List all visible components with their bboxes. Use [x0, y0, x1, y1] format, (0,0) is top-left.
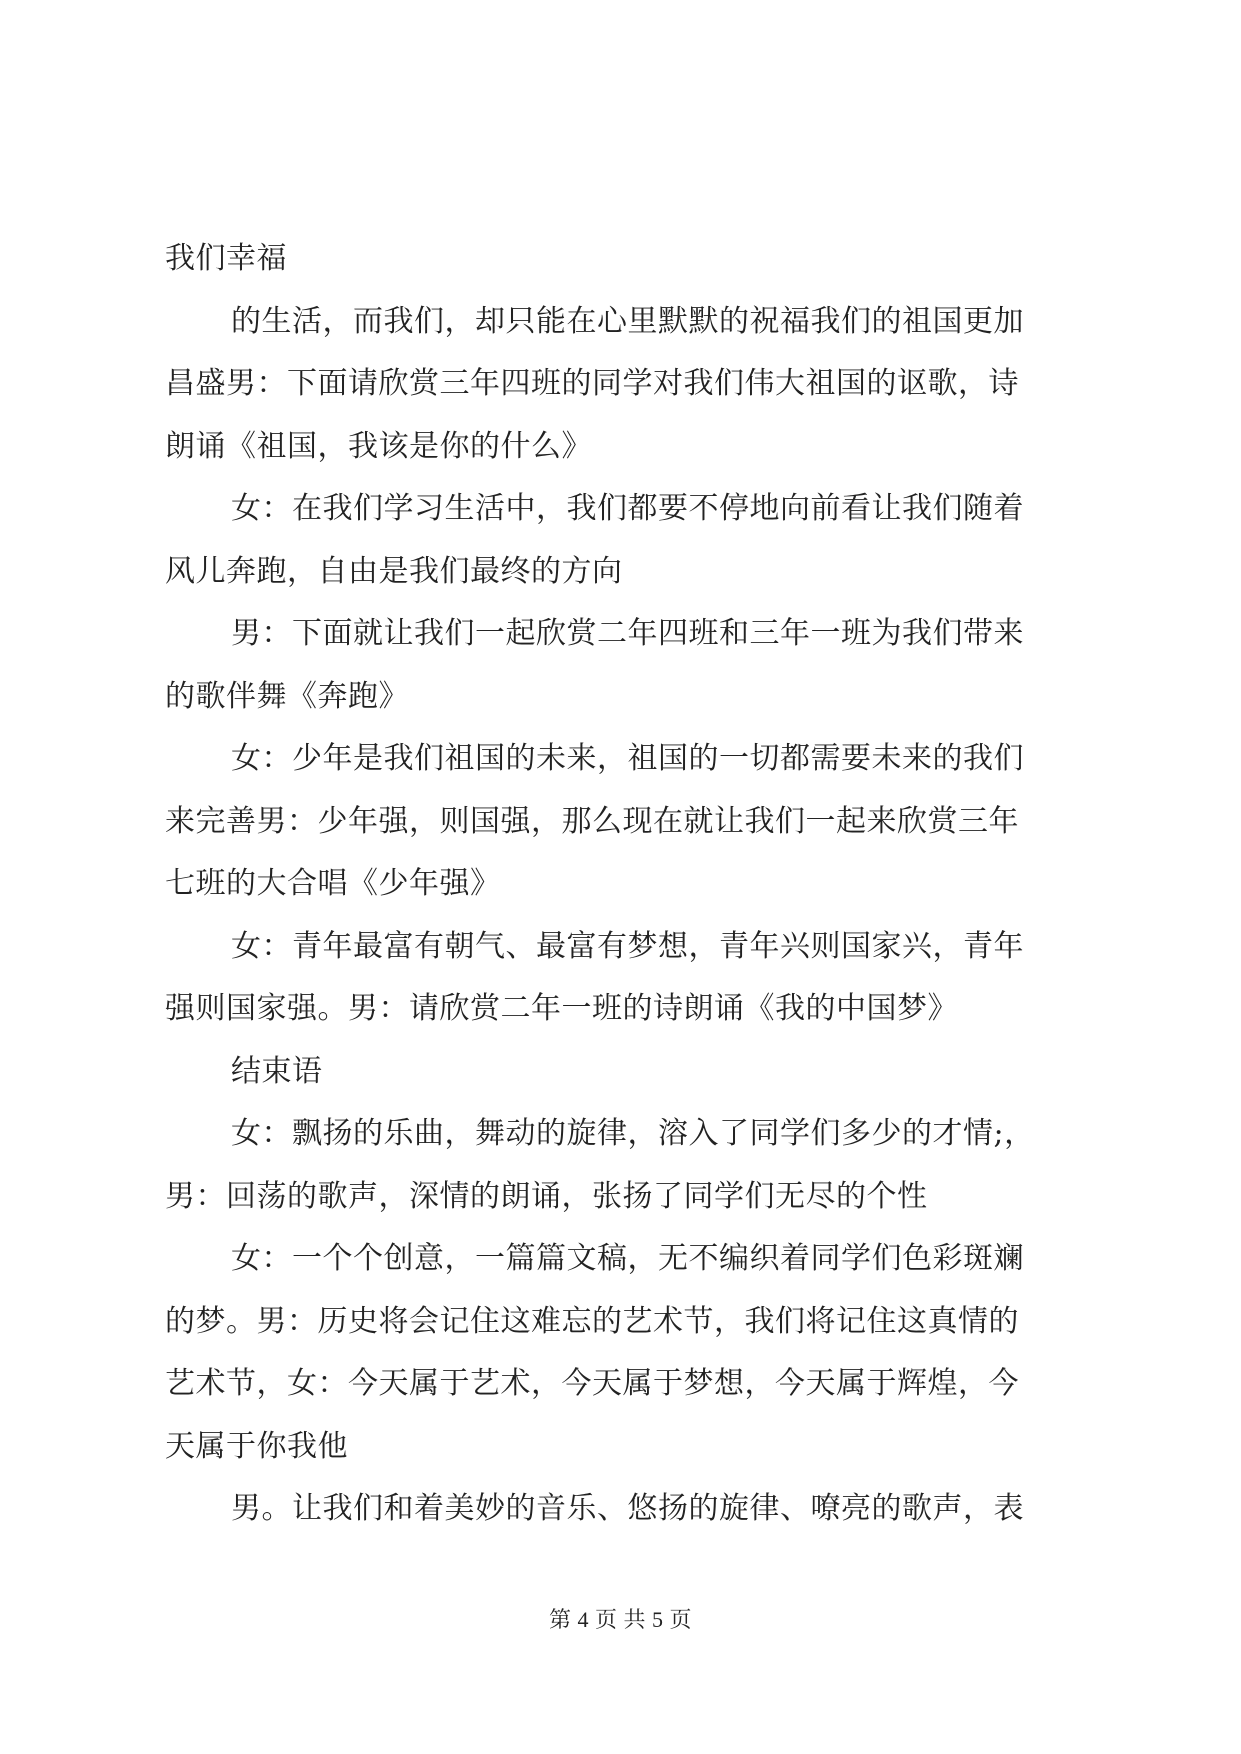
text-line: 天属于你我他 — [165, 1428, 348, 1464]
text-line: 的歌伴舞《奔跑》 — [165, 678, 409, 714]
text-line: 我们幸福 — [165, 241, 287, 276]
text-line: 强则国家强。男：请欣赏二年一班的诗朗诵《我的中国梦》 — [165, 991, 958, 1026]
section-heading: 结束语 — [231, 1053, 323, 1089]
text-line: 女：少年是我们祖国的未来，祖国的一切都需要未来的我们 — [231, 741, 1024, 776]
page-number-footer: 第 4 页 共 5 页 — [548, 1607, 692, 1632]
text-line: 来完善男：少年强，则国强，那么现在就让我们一起来欣赏三年 — [165, 803, 1019, 839]
text-line: 男：下面就让我们一起欣赏二年四班和三年一班为我们带来 — [231, 616, 1024, 651]
text-line: 女：一个个创意，一篇篇文稿，无不编织着同学们色彩斑斓 — [231, 1241, 1024, 1276]
text-line: 的梦。男：历史将会记住这难忘的艺术节，我们将记住这真情的 — [165, 1303, 1019, 1339]
text-line: 昌盛男：下面请欣赏三年四班的同学对我们伟大祖国的讴歌，诗 — [165, 366, 1019, 401]
text-line: 男。让我们和着美妙的音乐、悠扬的旋律、嘹亮的歌声，表 — [231, 1491, 1024, 1526]
text-line: 男：回荡的歌声，深情的朗诵，张扬了同学们无尽的个性 — [165, 1178, 928, 1214]
text-line: 女：青年最富有朝气、最富有梦想，青年兴则国家兴，青年 — [231, 928, 1024, 964]
text-line: 女：在我们学习生活中，我们都要不停地向前看让我们随着 — [231, 491, 1024, 526]
text-line: 的生活，而我们，却只能在心里默默的祝福我们的祖国更加 — [231, 303, 1024, 339]
text-line: 女：飘扬的乐曲，舞动的旋律，溶入了同学们多少的才情;， — [231, 1116, 1035, 1151]
text-line: 朗诵《祖国，我该是你的什么》 — [165, 428, 592, 464]
text-line: 七班的大合唱《少年强》 — [165, 866, 501, 901]
document-body — [165, 228, 1085, 1541]
text-line: 艺术节，女：今天属于艺术，今天属于梦想，今天属于辉煌，今 — [165, 1366, 1019, 1401]
text-line: 风儿奔跑，自由是我们最终的方向 — [165, 553, 623, 589]
